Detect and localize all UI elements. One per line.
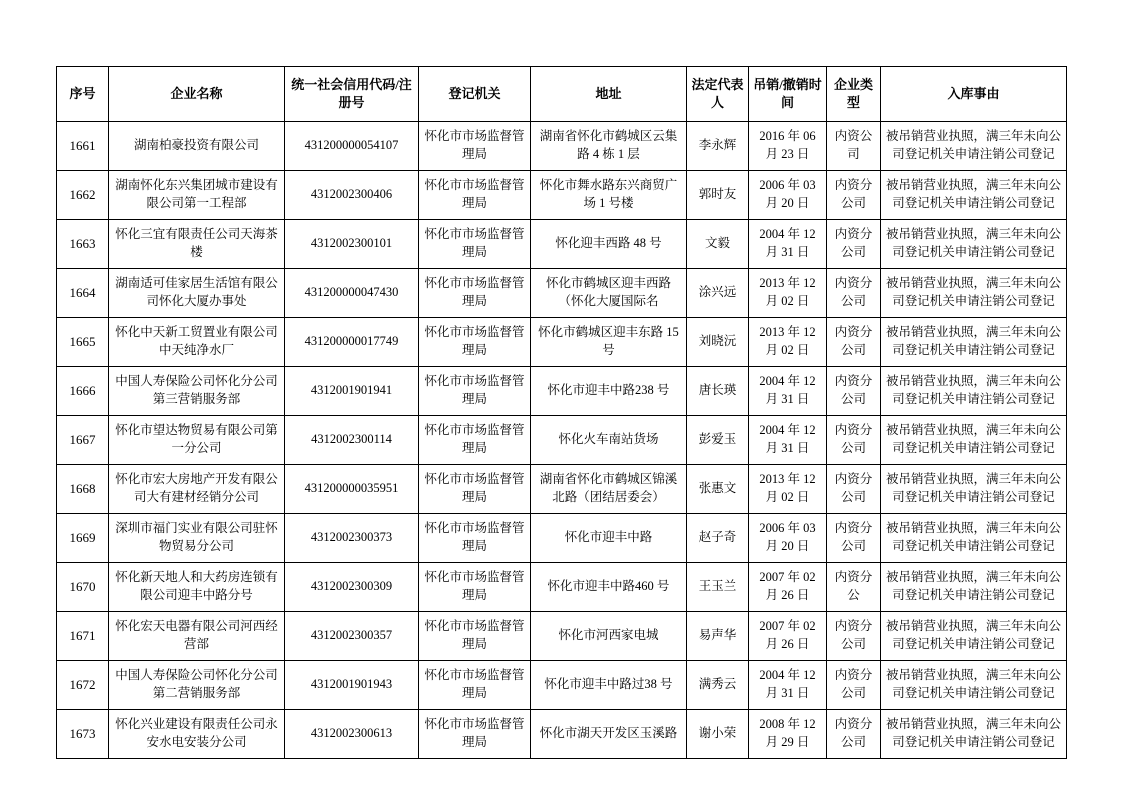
cell-enterprise-name: 怀化兴业建设有限责任公司永安水电安装分公司 — [109, 710, 285, 759]
cell-legal-representative: 刘晓沅 — [687, 318, 749, 367]
cell-address: 怀化市迎丰中路238 号 — [531, 367, 687, 416]
table-row — [57, 416, 1067, 465]
cell-reason: 被吊销营业执照，满三年未向公司登记机关申请注销公司登记 — [881, 318, 1067, 367]
cell-seq: 1670 — [57, 563, 109, 612]
table-row — [57, 612, 1067, 661]
cell-registration-authority: 怀化市市场监督管理局 — [419, 220, 531, 269]
cell-enterprise-type: 内资分公 — [827, 563, 881, 612]
table-row — [57, 318, 1067, 367]
cell-credit-code: 4312001901943 — [285, 661, 419, 710]
cell-legal-representative: 涂兴远 — [687, 269, 749, 318]
cell-legal-representative: 赵子奇 — [687, 514, 749, 563]
cell-reason: 被吊销营业执照，满三年未向公司登记机关申请注销公司登记 — [881, 661, 1067, 710]
cell-seq: 1667 — [57, 416, 109, 465]
cell-address: 怀化市鹤城区迎丰东路 15 号 — [531, 318, 687, 367]
cell-enterprise-type: 内资分公司 — [827, 416, 881, 465]
cell-revocation-date: 2004 年 12 月 31 日 — [749, 416, 827, 465]
cell-reason: 被吊销营业执照，满三年未向公司登记机关申请注销公司登记 — [881, 220, 1067, 269]
column-header-enterprise-type: 企业类型 — [827, 67, 881, 122]
cell-address: 湖南省怀化市鹤城区锦溪北路（团结居委会） — [531, 465, 687, 514]
cell-enterprise-name: 怀化市宏大房地产开发有限公司大有建材经销分公司 — [109, 465, 285, 514]
table-row — [57, 710, 1067, 759]
cell-reason: 被吊销营业执照，满三年未向公司登记机关申请注销公司登记 — [881, 367, 1067, 416]
cell-legal-representative: 唐长瑛 — [687, 367, 749, 416]
cell-reason: 被吊销营业执照，满三年未向公司登记机关申请注销公司登记 — [881, 710, 1067, 759]
cell-credit-code: 4312001901941 — [285, 367, 419, 416]
enterprise-registry-table — [56, 66, 1067, 759]
cell-registration-authority: 怀化市市场监督管理局 — [419, 416, 531, 465]
cell-credit-code: 431200000054107 — [285, 122, 419, 171]
cell-revocation-date: 2004 年 12 月 31 日 — [749, 220, 827, 269]
cell-credit-code: 4312002300101 — [285, 220, 419, 269]
cell-registration-authority: 怀化市市场监督管理局 — [419, 318, 531, 367]
table-row — [57, 122, 1067, 171]
cell-registration-authority: 怀化市市场监督管理局 — [419, 710, 531, 759]
cell-legal-representative: 文毅 — [687, 220, 749, 269]
column-header-legal-representative: 法定代表人 — [687, 67, 749, 122]
cell-address: 怀化市迎丰中路过38 号 — [531, 661, 687, 710]
cell-revocation-date: 2013 年 12 月 02 日 — [749, 318, 827, 367]
cell-seq: 1666 — [57, 367, 109, 416]
table-row — [57, 661, 1067, 710]
column-header-revocation-date: 吊销/撤销时间 — [749, 67, 827, 122]
cell-revocation-date: 2016 年 06 月 23 日 — [749, 122, 827, 171]
cell-enterprise-type: 内资分公司 — [827, 367, 881, 416]
cell-enterprise-name: 湖南适可佳家居生活馆有限公司怀化大厦办事处 — [109, 269, 285, 318]
table-header-row — [57, 67, 1067, 122]
table-row — [57, 465, 1067, 514]
cell-reason: 被吊销营业执照，满三年未向公司登记机关申请注销公司登记 — [881, 514, 1067, 563]
cell-reason: 被吊销营业执照，满三年未向公司登记机关申请注销公司登记 — [881, 269, 1067, 318]
cell-enterprise-name: 深圳市福门实业有限公司驻怀物贸易分公司 — [109, 514, 285, 563]
cell-credit-code: 4312002300357 — [285, 612, 419, 661]
cell-enterprise-name: 怀化市望达物贸易有限公司第一分公司 — [109, 416, 285, 465]
cell-legal-representative: 易声华 — [687, 612, 749, 661]
cell-revocation-date: 2013 年 12 月 02 日 — [749, 465, 827, 514]
cell-revocation-date: 2004 年 12 月 31 日 — [749, 367, 827, 416]
column-header-seq: 序号 — [57, 67, 109, 122]
cell-enterprise-type: 内资分公司 — [827, 465, 881, 514]
cell-enterprise-name: 中国人寿保险公司怀化分公司第二营销服务部 — [109, 661, 285, 710]
cell-enterprise-name: 中国人寿保险公司怀化分公司第三营销服务部 — [109, 367, 285, 416]
table-header — [57, 67, 1067, 122]
cell-address: 怀化市迎丰中路 — [531, 514, 687, 563]
cell-enterprise-type: 内资分公司 — [827, 318, 881, 367]
table-row — [57, 171, 1067, 220]
cell-enterprise-name: 怀化三宜有限责任公司天海茶楼 — [109, 220, 285, 269]
cell-address: 怀化市湖天开发区玉溪路 — [531, 710, 687, 759]
cell-revocation-date: 2004 年 12 月 31 日 — [749, 661, 827, 710]
cell-seq: 1672 — [57, 661, 109, 710]
column-header-reason: 入库事由 — [881, 67, 1067, 122]
column-header-registration-authority: 登记机关 — [419, 67, 531, 122]
cell-credit-code: 4312002300613 — [285, 710, 419, 759]
cell-credit-code: 431200000035951 — [285, 465, 419, 514]
cell-registration-authority: 怀化市市场监督管理局 — [419, 122, 531, 171]
cell-reason: 被吊销营业执照，满三年未向公司登记机关申请注销公司登记 — [881, 563, 1067, 612]
cell-enterprise-type: 内资分公司 — [827, 661, 881, 710]
cell-credit-code: 4312002300114 — [285, 416, 419, 465]
cell-enterprise-name: 湖南怀化东兴集团城市建设有限公司第一工程部 — [109, 171, 285, 220]
cell-enterprise-type: 内资分公司 — [827, 612, 881, 661]
cell-legal-representative: 张惠文 — [687, 465, 749, 514]
cell-address: 怀化市迎丰中路460 号 — [531, 563, 687, 612]
cell-enterprise-type: 内资分公司 — [827, 710, 881, 759]
cell-registration-authority: 怀化市市场监督管理局 — [419, 563, 531, 612]
cell-legal-representative: 谢小荣 — [687, 710, 749, 759]
column-header-address: 地址 — [531, 67, 687, 122]
cell-registration-authority: 怀化市市场监督管理局 — [419, 171, 531, 220]
cell-reason: 被吊销营业执照，满三年未向公司登记机关申请注销公司登记 — [881, 612, 1067, 661]
cell-seq: 1665 — [57, 318, 109, 367]
cell-enterprise-type: 内资分公司 — [827, 269, 881, 318]
cell-reason: 被吊销营业执照，满三年未向公司登记机关申请注销公司登记 — [881, 171, 1067, 220]
cell-legal-representative: 郭时友 — [687, 171, 749, 220]
column-header-credit-code: 统一社会信用代码/注册号 — [285, 67, 419, 122]
cell-credit-code: 431200000047430 — [285, 269, 419, 318]
cell-revocation-date: 2006 年 03 月 20 日 — [749, 514, 827, 563]
cell-seq: 1668 — [57, 465, 109, 514]
cell-registration-authority: 怀化市市场监督管理局 — [419, 367, 531, 416]
table-row — [57, 514, 1067, 563]
cell-credit-code: 4312002300373 — [285, 514, 419, 563]
cell-reason: 被吊销营业执照，满三年未向公司登记机关申请注销公司登记 — [881, 416, 1067, 465]
cell-legal-representative: 李永辉 — [687, 122, 749, 171]
column-header-enterprise-name: 企业名称 — [109, 67, 285, 122]
cell-enterprise-type: 内资分公司 — [827, 171, 881, 220]
cell-seq: 1663 — [57, 220, 109, 269]
cell-registration-authority: 怀化市市场监督管理局 — [419, 612, 531, 661]
cell-enterprise-type: 内资分公司 — [827, 220, 881, 269]
cell-legal-representative: 王玉兰 — [687, 563, 749, 612]
cell-registration-authority: 怀化市市场监督管理局 — [419, 661, 531, 710]
cell-address: 怀化市河西家电城 — [531, 612, 687, 661]
cell-seq: 1661 — [57, 122, 109, 171]
cell-credit-code: 4312002300406 — [285, 171, 419, 220]
table-body — [57, 122, 1067, 759]
cell-revocation-date: 2007 年 02 月 26 日 — [749, 612, 827, 661]
cell-legal-representative: 满秀云 — [687, 661, 749, 710]
cell-address: 怀化迎丰西路 48 号 — [531, 220, 687, 269]
cell-address: 湖南省怀化市鹤城区云集路 4 栋 1 层 — [531, 122, 687, 171]
cell-seq: 1669 — [57, 514, 109, 563]
cell-enterprise-name: 怀化宏天电器有限公司河西经营部 — [109, 612, 285, 661]
table-row — [57, 220, 1067, 269]
cell-enterprise-name: 怀化中天新工贸置业有限公司中天纯净水厂 — [109, 318, 285, 367]
table-row — [57, 367, 1067, 416]
cell-revocation-date: 2013 年 12 月 02 日 — [749, 269, 827, 318]
cell-legal-representative: 彭爱玉 — [687, 416, 749, 465]
cell-registration-authority: 怀化市市场监督管理局 — [419, 514, 531, 563]
cell-seq: 1671 — [57, 612, 109, 661]
cell-revocation-date: 2006 年 03 月 20 日 — [749, 171, 827, 220]
cell-enterprise-type: 内资公司 — [827, 122, 881, 171]
cell-reason: 被吊销营业执照，满三年未向公司登记机关申请注销公司登记 — [881, 465, 1067, 514]
table-row — [57, 269, 1067, 318]
cell-seq: 1673 — [57, 710, 109, 759]
cell-address: 怀化市鹤城区迎丰西路（怀化大厦国际名 — [531, 269, 687, 318]
cell-credit-code: 4312002300309 — [285, 563, 419, 612]
cell-credit-code: 431200000017749 — [285, 318, 419, 367]
cell-address: 怀化市舞水路东兴商贸广场 1 号楼 — [531, 171, 687, 220]
cell-enterprise-type: 内资分公司 — [827, 514, 881, 563]
cell-revocation-date: 2008 年 12 月 29 日 — [749, 710, 827, 759]
cell-enterprise-name: 湖南柏豪投资有限公司 — [109, 122, 285, 171]
cell-seq: 1664 — [57, 269, 109, 318]
cell-reason: 被吊销营业执照，满三年未向公司登记机关申请注销公司登记 — [881, 122, 1067, 171]
cell-registration-authority: 怀化市市场监督管理局 — [419, 269, 531, 318]
cell-enterprise-name: 怀化新天地人和大药房连锁有限公司迎丰中路分号 — [109, 563, 285, 612]
table-row — [57, 563, 1067, 612]
cell-revocation-date: 2007 年 02 月 26 日 — [749, 563, 827, 612]
cell-address: 怀化火车南站货场 — [531, 416, 687, 465]
cell-seq: 1662 — [57, 171, 109, 220]
cell-registration-authority: 怀化市市场监督管理局 — [419, 465, 531, 514]
